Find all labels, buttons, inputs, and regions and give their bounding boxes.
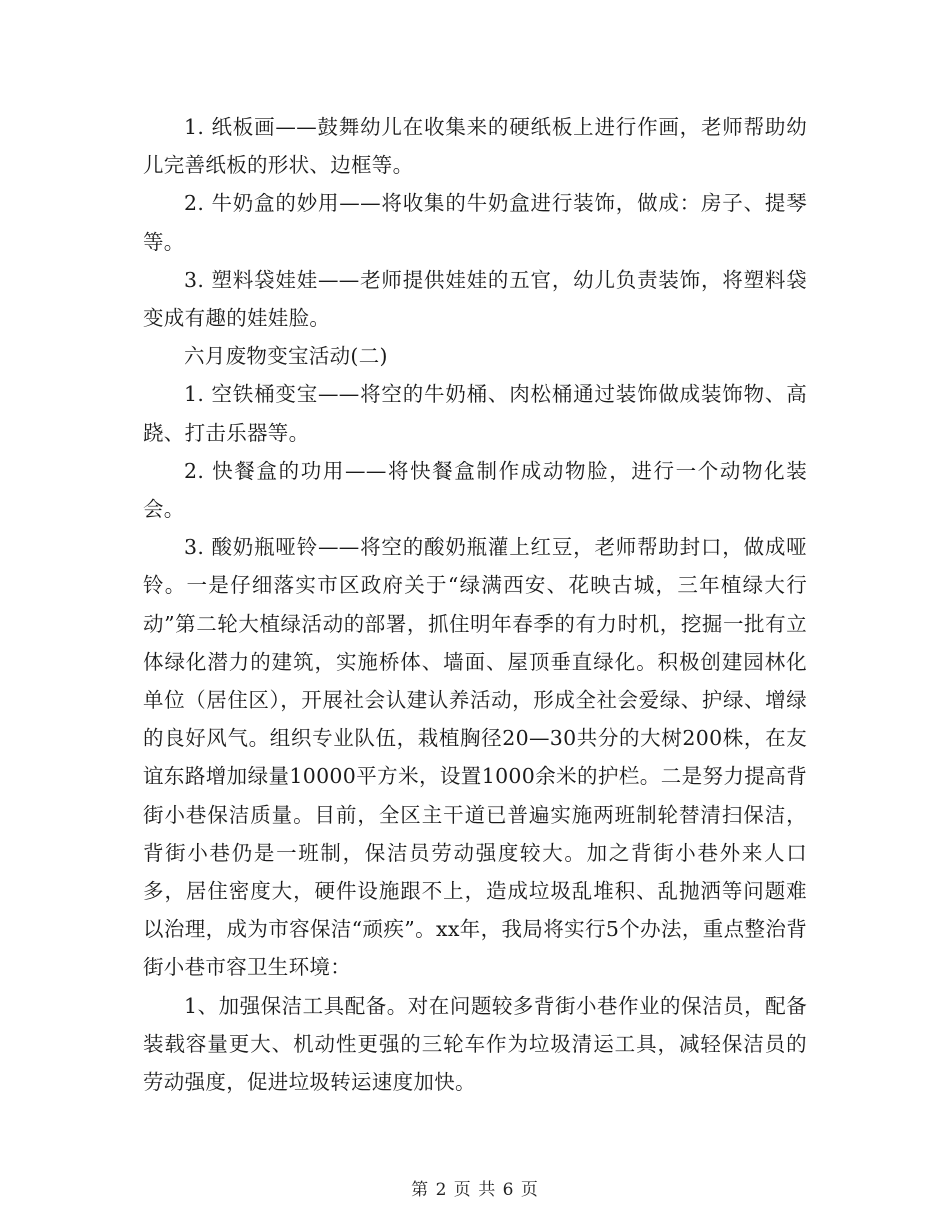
paragraph-yogurt-dumbbell: 3. 酸奶瓶哑铃——将空的酸奶瓶灌上红豆，老师帮助封口，做成哑铃。一是仔细落实市区政府关于“绿满西安、花映古城，三年植绿大行动”第二轮大植绿活动的部署，抓住明年春季的有力时机，挖掘一批有立体绿化潜力的建筑，实施桥体、墙面、屋顶垂直绿化。积极创建园林化单位（居住区），开展社会认建认养活动，形成全社会爱绿、护绿、增绿的良好风气。组织专业队伍，栽植胸径20—30共分的大树200株，在友谊东路增加绿量10000平方米，设置1000余米的护栏。二是努力提高背街小巷保洁质量。目前，全区主干道已普遍实施两班制轮替清扫保洁，背街小巷仍是一班制，保洁员劳动强度较大。加之背街小巷外来人口多，居住密度大，硬件设施跟不上，造成垃圾乱堆积、乱抛洒等问题难以治理，成为市容保洁“顽疾”。xx年，我局将实行5个办法，重点整治背街小巷市容卫生环境： xyxy=(143,535,807,980)
paragraph-cleaning-tools: 1、加强保洁工具配备。对在问题较多背街小巷作业的保洁员，配备装载容量更大、机动性更强的三轮车作为垃圾清运工具，减轻保洁员的劳动强度，促进垃圾转运速度加快。 xyxy=(143,993,807,1095)
paragraph-milk-carton: 2. 牛奶盒的妙用——将收集的牛奶盒进行装饰，做成：房子、提琴等。 xyxy=(143,191,807,254)
page-number-footer: 第 2 页 共 6 页 xyxy=(411,1180,539,1200)
paragraph-iron-bucket: 1. 空铁桶变宝——将空的牛奶桶、肉松桶通过装饰做成装饰物、高跷、打击乐器等。 xyxy=(143,382,807,445)
paragraph-cardboard-painting: 1. 纸板画——鼓舞幼儿在收集来的硬纸板上进行作画，老师帮助幼儿完善纸板的形状、边框等。 xyxy=(143,115,807,178)
document-body xyxy=(143,108,807,1101)
section-heading: 六月废物变宝活动(二) xyxy=(184,344,388,369)
paragraph-fastfood-box: 2. 快餐盒的功用——将快餐盒制作成动物脸，进行一个动物化装会。 xyxy=(143,458,807,522)
paragraph-plastic-bag-doll: 3. 塑料袋娃娃——老师提供娃娃的五官，幼儿负责装饰，将塑料袋变成有趣的娃娃脸。 xyxy=(143,267,807,331)
